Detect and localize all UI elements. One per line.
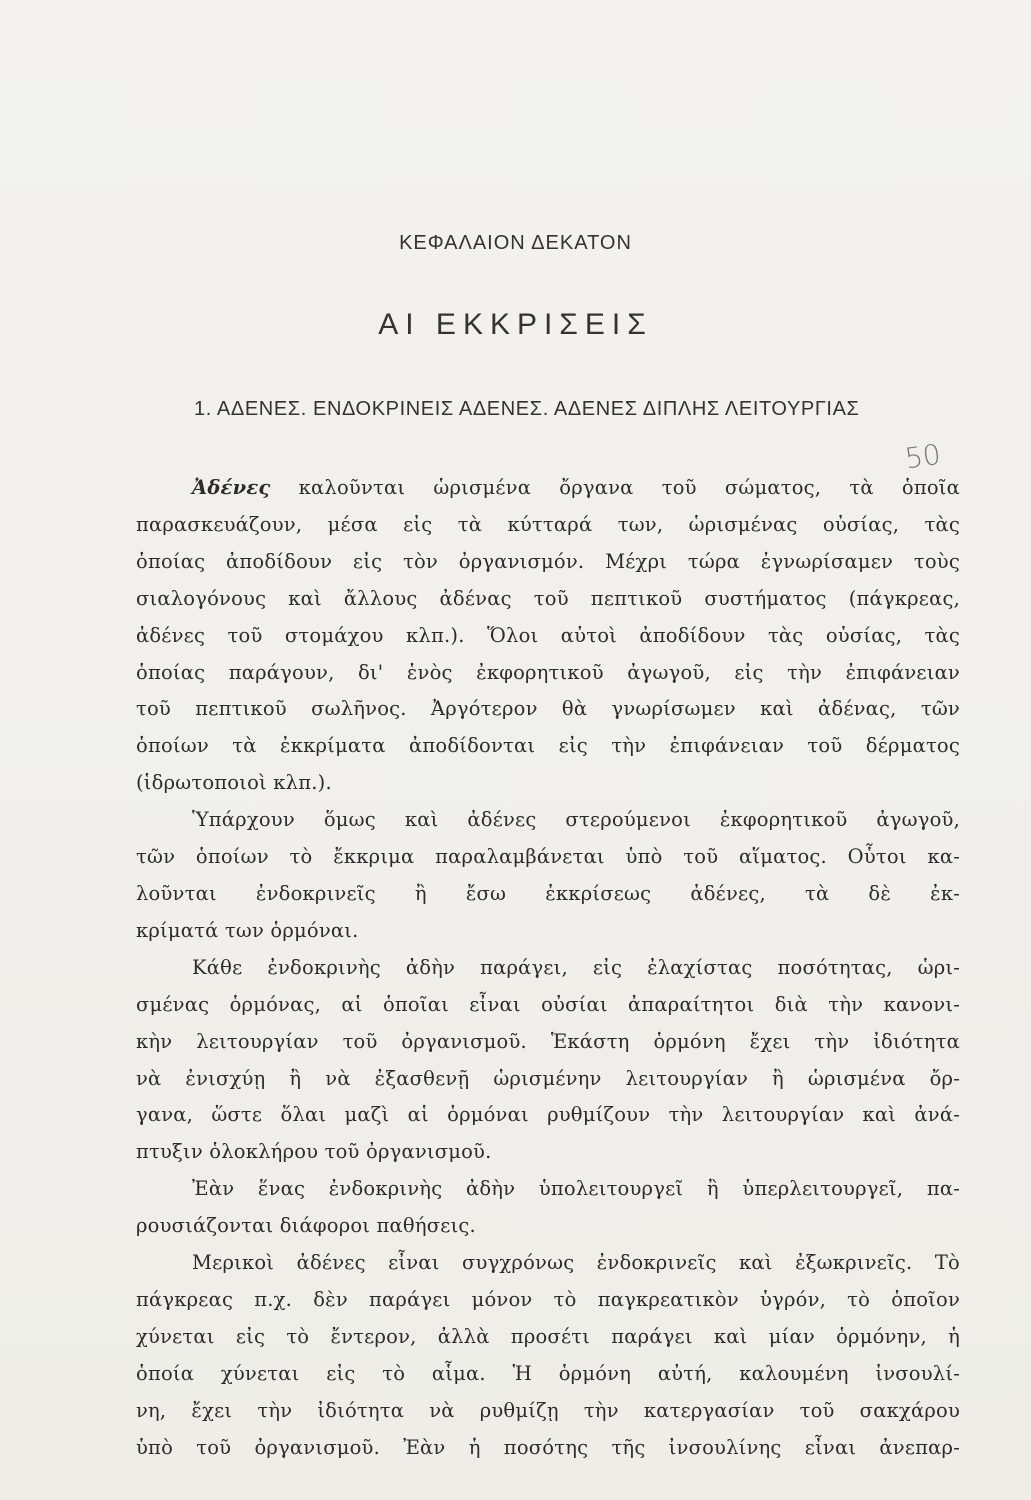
text-line: πάγκρεας π.χ. δὲν παράγει μόνον τὸ παγκρεατικὸν ὑγρόν, τὸ ὁποῖον: [136, 1287, 960, 1311]
text-line: ὁποίας παράγουν, δι' ἑνὸς ἐκφορητικοῦ ἀγωγοῦ, εἰς τὴν ἐπιφάνειαν: [136, 660, 960, 684]
text-line: τοῦ πεπτικοῦ σωλῆνος. Ἀργότερον θὰ γνωρίσωμεν καὶ ἀδένας, τῶν: [136, 697, 960, 721]
text-line: Ἐὰν ἕνας ἐνδοκρινὴς ἀδὴν ὑπολειτουργεῖ ἢ ὑπερλειτουργεῖ, πα-: [192, 1177, 960, 1201]
paragraph-5: [136, 1245, 960, 1466]
paragraph-3: [136, 950, 960, 1171]
section-heading: 1. ΑΔΕΝΕΣ. ΕΝΔΟΚΡΙΝΕΙΣ ΑΔΕΝΕΣ. ΑΔΕΝΕΣ ΔΙΠΛΗΣ ΛΕΙΤΟΥΡΓΙΑΣ: [194, 398, 860, 420]
text-line: σιαλογόνους καὶ ἄλλους ἀδένας τοῦ πεπτικοῦ συστήματος (πάγκρεας,: [136, 586, 960, 610]
text-line: Μερικοὶ ἀδένες εἶναι συγχρόνως ἐνδοκρινεῖς καὶ ἐξωκρινεῖς. Τὸ: [192, 1251, 960, 1275]
text-line: τῶν ὁποίων τὸ ἔκκριμα παραλαμβάνεται ὑπὸ τοῦ αἵματος. Οὗτοι κα-: [136, 845, 960, 869]
handwritten-page-note: 50: [902, 437, 943, 476]
text-line: ὁποίων τὰ ἐκκρίματα ἀποδίδονται εἰς τὴν ἐπιφάνειαν τοῦ δέρματος: [136, 734, 960, 758]
chapter-title: ΑΙ ΕΚΚΡΙΣΕΙΣ: [378, 308, 653, 341]
text-line: πτυξιν ὁλοκλήρου τοῦ ὀργανισμοῦ.: [136, 1140, 492, 1164]
text-line: Κάθε ἐνδοκρινὴς ἀδὴν παράγει, εἰς ἐλαχίστας ποσότητας, ὡρι-: [192, 955, 960, 979]
text-line: ρουσιάζονται διάφοροι παθήσεις.: [136, 1214, 476, 1238]
text-line: νη, ἔχει τὴν ἰδιότητα νὰ ρυθμίζῃ τὴν κατεργασίαν τοῦ σακχάρου: [136, 1398, 960, 1422]
paragraph-4: [136, 1171, 960, 1245]
text-line: ὁποίας ἀποδίδουν εἰς τὸν ὀργανισμόν. Μέχρι τώρα ἐγνωρίσαμεν τοὺς: [136, 549, 960, 573]
text-line: Ὑπάρχουν ὅμως καὶ ἀδένες στερούμενοι ἐκφορητικοῦ ἀγωγοῦ,: [192, 808, 960, 832]
text-line: κρίματά των ὁρμόναι.: [136, 918, 359, 942]
text-line: γανα, ὥστε ὅλαι μαζὶ αἱ ὁρμόναι ρυθμίζουν τὴν λειτουργίαν καὶ ἀνά-: [136, 1103, 960, 1127]
chapter-label: ΚΕΦΑΛΑΙΟΝ ΔΕΚΑΤΟΝ: [399, 232, 632, 254]
text-line: ἀδένες τοῦ στομάχου κλπ.). Ὅλοι αὐτοὶ ἀποδίδουν τὰς οὐσίας, τὰς: [136, 623, 960, 647]
body-text: [136, 470, 960, 1466]
text-line: ὁποία χύνεται εἰς τὸ αἷμα. Ἡ ὁρμόνη αὐτή, καλουμένη ἰνσουλί-: [136, 1361, 960, 1385]
text-line: σμένας ὁρμόνας, αἱ ὁποῖαι εἶναι οὐσίαι ἀπαραίτητοι διὰ τὴν κανονι-: [136, 992, 960, 1016]
paragraph-2: [136, 802, 960, 950]
text-line: (ἱδρωτοποιοὶ κλπ.).: [136, 771, 332, 795]
text-line: κὴν λειτουργίαν τοῦ ὀργανισμοῦ. Ἑκάστη ὁρμόνη ἔχει τὴν ἰδιότητα: [136, 1029, 960, 1053]
text-line: λοῦνται ἐνδοκρινεῖς ἢ ἔσω ἐκκρίσεως ἀδένες, τὰ δὲ ἐκ-: [136, 881, 960, 905]
paragraph-1: [136, 470, 960, 802]
keyword-adenes: Ἀδένες: [192, 476, 271, 499]
text-line: παρασκευάζουν, μέσα εἰς τὰ κύτταρά των, ὡρισμένας οὐσίας, τὰς: [136, 512, 960, 536]
text-line: χύνεται εἰς τὸ ἔντερον, ἀλλὰ προσέτι παράγει καὶ μίαν ὁρμόνην, ἡ: [136, 1324, 960, 1348]
text-line: ὑπὸ τοῦ ὀργανισμοῦ. Ἐὰν ἡ ποσότης τῆς ἰνσουλίνης εἶναι ἀνεπαρ-: [136, 1435, 960, 1459]
text-line: νὰ ἐνισχύῃ ἢ νὰ ἐξασθενῇ ὡρισμένην λειτουργίαν ἢ ὡρισμένα ὄρ-: [136, 1066, 960, 1090]
text-line: Ἀδένες καλοῦνται ὡρισμένα ὄργανα τοῦ σώματος, τὰ ὁποῖα: [192, 476, 960, 499]
